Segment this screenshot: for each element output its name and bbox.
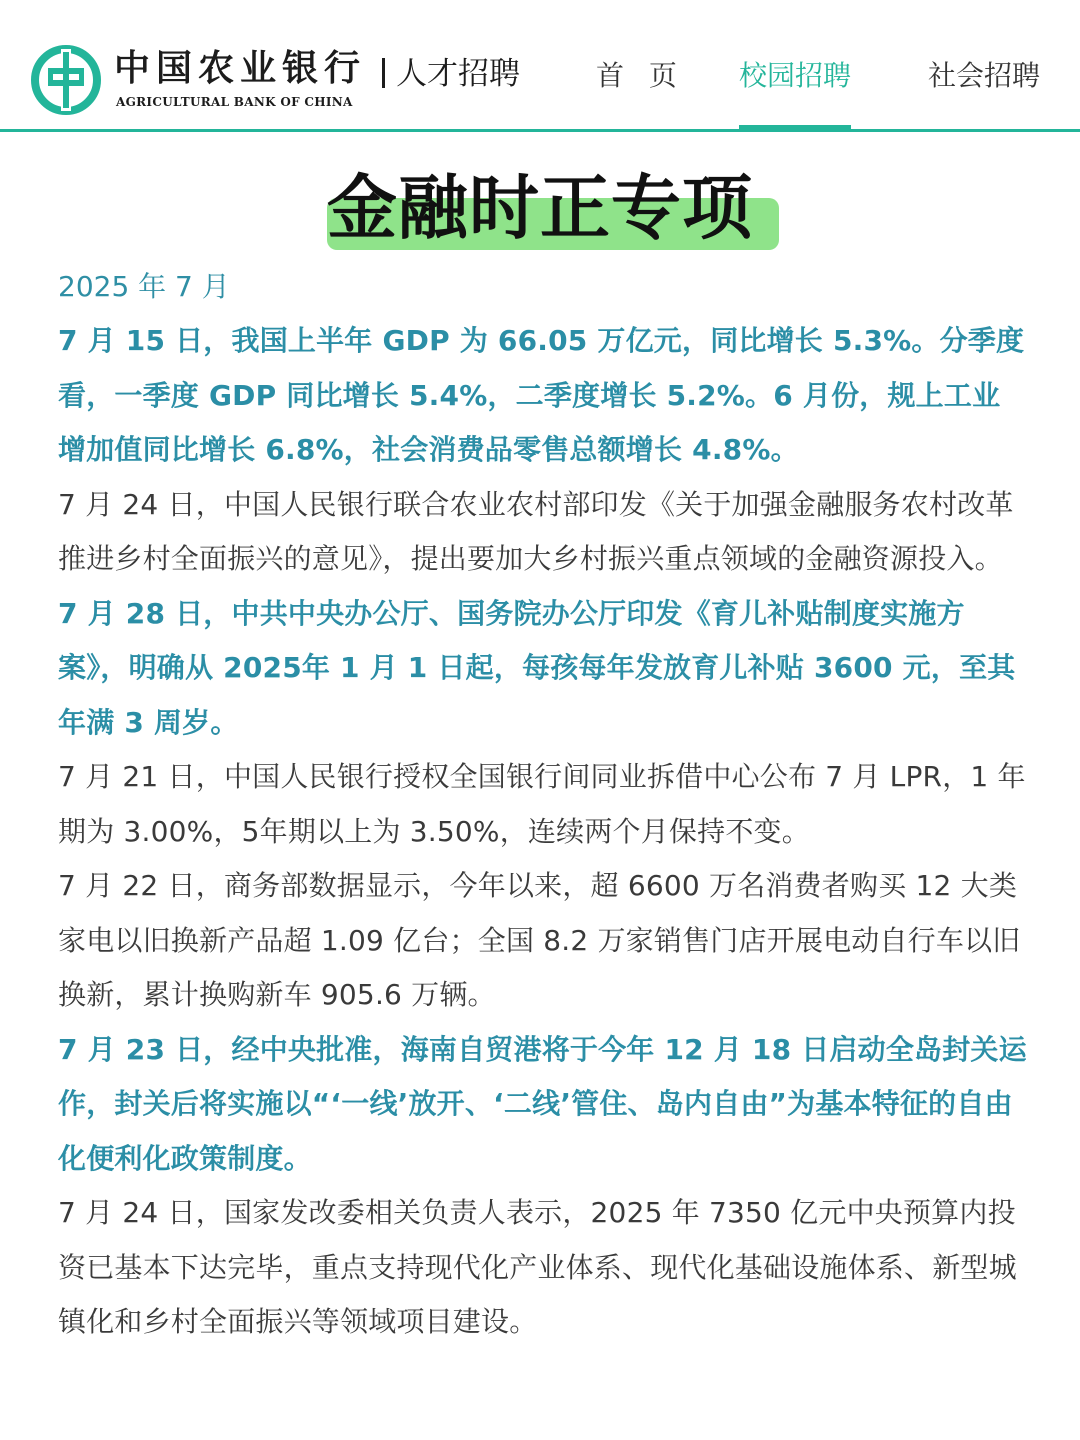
news-paragraph: 7 月 28 日，中共中央办公厅、国务院办公厅印发《育儿补贴制度实施方案》，明确从 2025年 1 月 1 日起，每孩每年发放育儿补贴 3600 元，至其年满 3 周岁。: [58, 596, 1016, 739]
abc-logo-icon[interactable]: [30, 44, 102, 116]
brand-name-cn: 中国农业银行: [114, 47, 367, 89]
brand-divider: [382, 58, 385, 88]
brand-subtitle: 人才招聘: [396, 56, 520, 92]
date-heading: 2025 年 7 月: [58, 270, 230, 303]
page-title: 金融时正专项: [327, 167, 753, 249]
news-paragraph: 7 月 22 日，商务部数据显示，今年以来，超 6600 万名消费者购买 12 大类家电以旧换新产品超 1.09 亿台；全国 8.2 万家销售门店开展电动自行车以旧换新，累计换购新车 905.6 万辆。: [58, 869, 1021, 1011]
nav-campus-recruitment[interactable]: 校园招聘: [739, 59, 852, 92]
site-header: [0, 0, 1080, 132]
news-paragraph: 7 月 15 日，我国上半年 GDP 为 66.05 万亿元，同比增长 5.3%。分季度看，一季度 GDP 同比增长 5.4%，二季度增长 5.2%。6 月份，规上工业增加值同比增长 6.8%，社会消费品零售总额增长 4.8%。: [58, 324, 1025, 466]
title-block: [0, 162, 1080, 254]
brand-name-en: AGRICULTURAL BANK OF CHINA: [116, 95, 353, 109]
news-paragraph: 7 月 24 日，国家发改委相关负责人表示，2025 年 7350 亿元中央预算内投资已基本下达完毕，重点支持现代化产业体系、现代化基础设施体系、新型城镇化和乡村全面振兴等领域项目建设。: [58, 1196, 1017, 1338]
nav-home[interactable]: 首 页: [596, 59, 685, 92]
nav-social-recruitment[interactable]: 社会招聘: [928, 59, 1041, 92]
header-divider: [0, 129, 1080, 132]
news-paragraph: 7 月 24 日，中国人民银行联合农业农村部印发《关于加强金融服务农村改革推进乡村全面振兴的意见》，提出要加大乡村振兴重点领域的金融资源投入。: [58, 487, 1014, 575]
news-paragraph: 7 月 21 日，中国人民银行授权全国银行间同业拆借中心公布 7 月 LPR，1 年期为 3.00%，5年期以上为 3.50%，连续两个月保持不变。: [58, 760, 1026, 848]
article-body: [58, 260, 1028, 1350]
news-paragraph: 7 月 23 日，经中央批准，海南自贸港将于今年 12 月 18 日启动全岛封关运作，封关后将实施以“‘一线’放开、‘二线’管住、岛内自由”为基本特征的自由化便利化政策制度。: [58, 1032, 1027, 1175]
